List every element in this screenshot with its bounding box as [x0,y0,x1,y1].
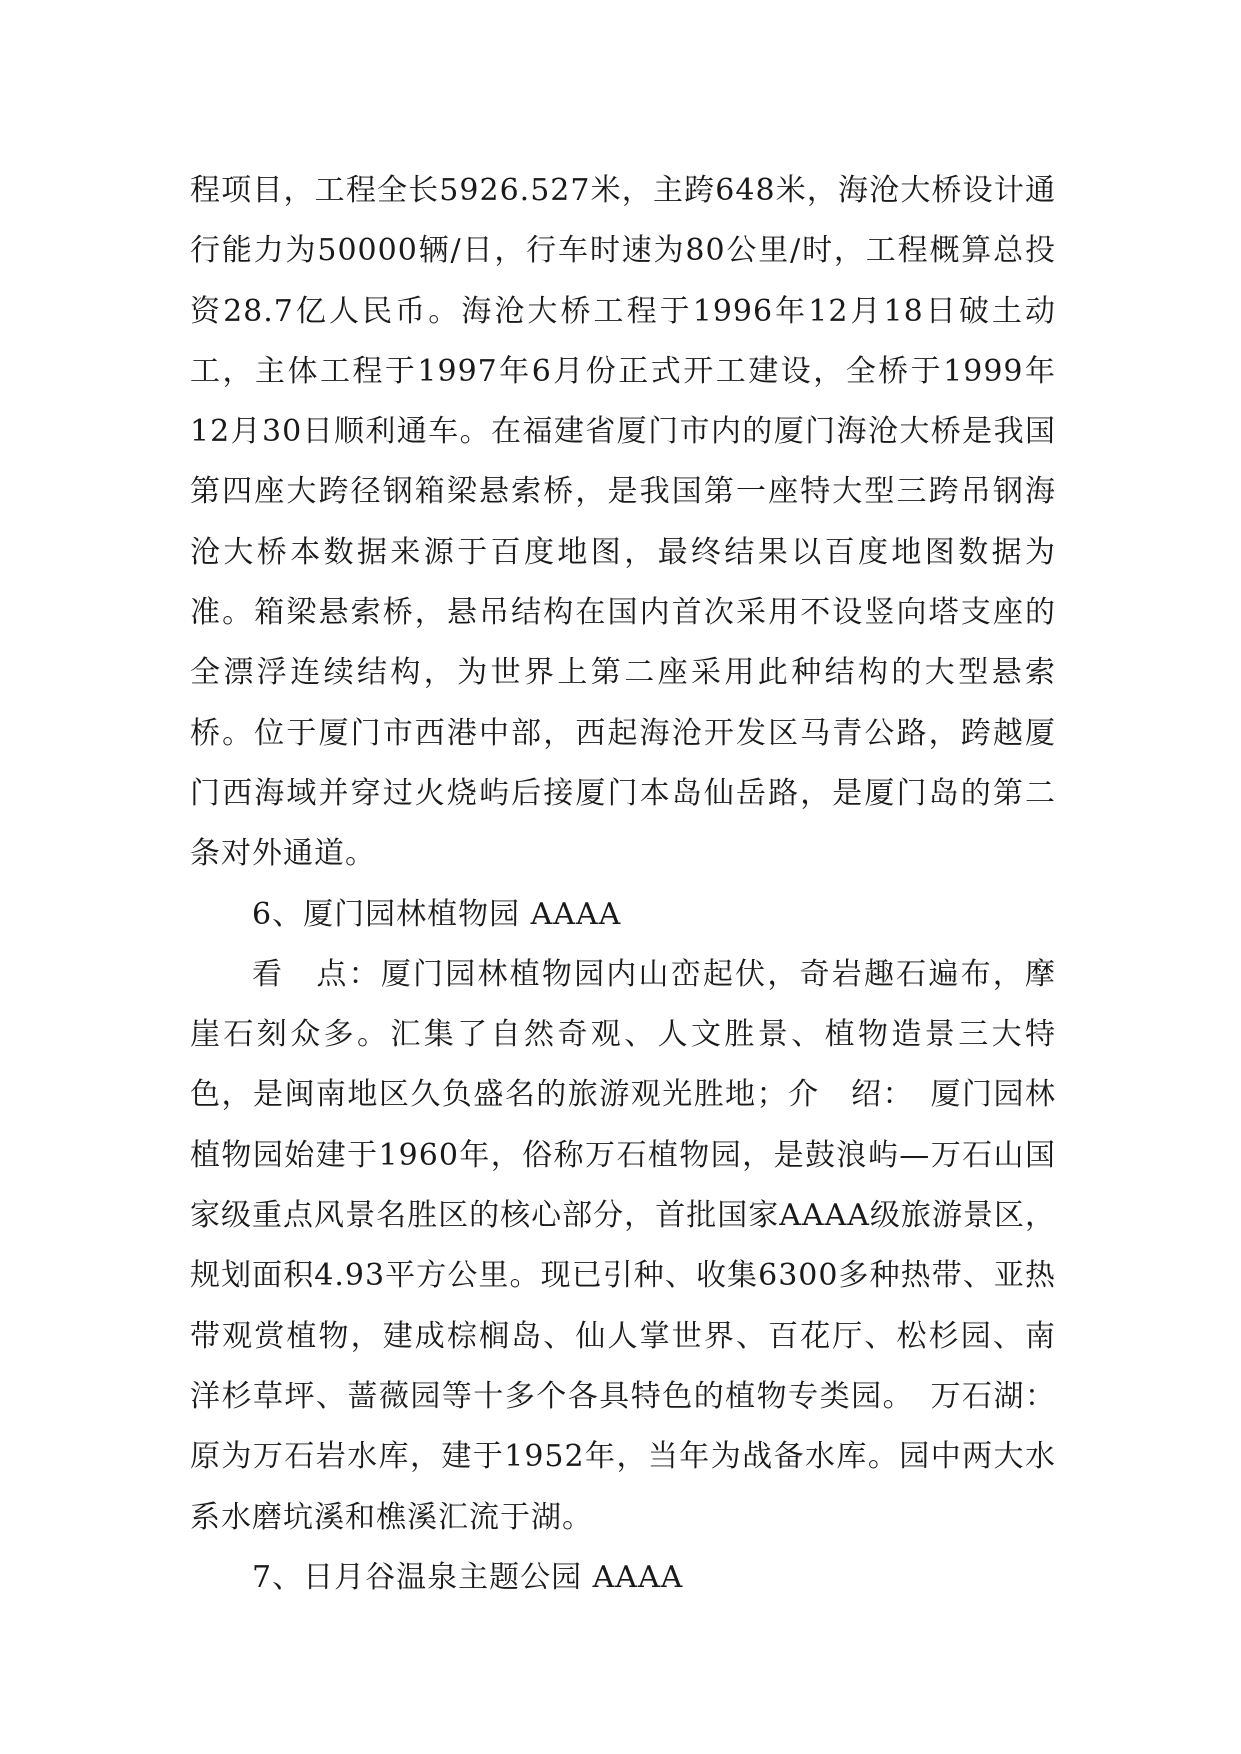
document-page [190,161,1056,1608]
section-heading-botanical-garden: 6、厦门园林植物园 AAAA [252,896,622,932]
section-heading-hot-spring-park: 7、日月谷温泉主题公园 AAAA [252,1559,684,1595]
paragraph-haicang-bridge: 程项目，工程全长5926.527米，主跨648米，海沧大桥设计通行能力为50000辆/日，行车时速为80公里/时，工程概算总投资28.7亿人民币。海沧大桥工程于1996年12月18日破土动工，主体工程于1997年6月份正式开工建设，全桥于1999年12月30日顺利通车。在福建省厦门市内的厦门海沧大桥是我国第四座大跨径钢箱梁悬索桥，是我国第一座特大型三跨吊钢海沧大桥本数据来源于百度地图，最终结果以百度地图数据为准。箱梁悬索桥，悬吊结构在国内首次采用不设竖向塔支座的全漂浮连续结构，为世界上第二座采用此种结构的大型悬索桥。位于厦门市西港中部，西起海沧开发区马青公路，跨越厦门西海域并穿过火烧屿后接厦门本岛仙岳路，是厦门岛的第二条对外通道。 [190,173,1056,872]
paragraph-botanical-garden: 看 点：厦门园林植物园内山峦起伏，奇岩趣石遍布，摩崖石刻众多。汇集了自然奇观、人文胜景、植物造景三大特色，是闽南地区久负盛名的旅游观光胜地；介 绍： 厦门园林植物园始建于1960年，俗称万石植物园，是鼓浪屿—万石山国家级重点风景名胜区的核心部分，首批国家AAAA级旅游景区，规划面积4.93平方公里。现已引种、收集6300多种热带、亚热带观赏植物，建成棕榈岛、仙人掌世界、百花厅、松杉园、南洋杉草坪、蔷薇园等十多个各具特色的植物专类园。 万石湖：原为万石岩水库，建于1952年，当年为战备水库。园中两大水系水磨坑溪和樵溪汇流于湖。 [190,956,1056,1535]
